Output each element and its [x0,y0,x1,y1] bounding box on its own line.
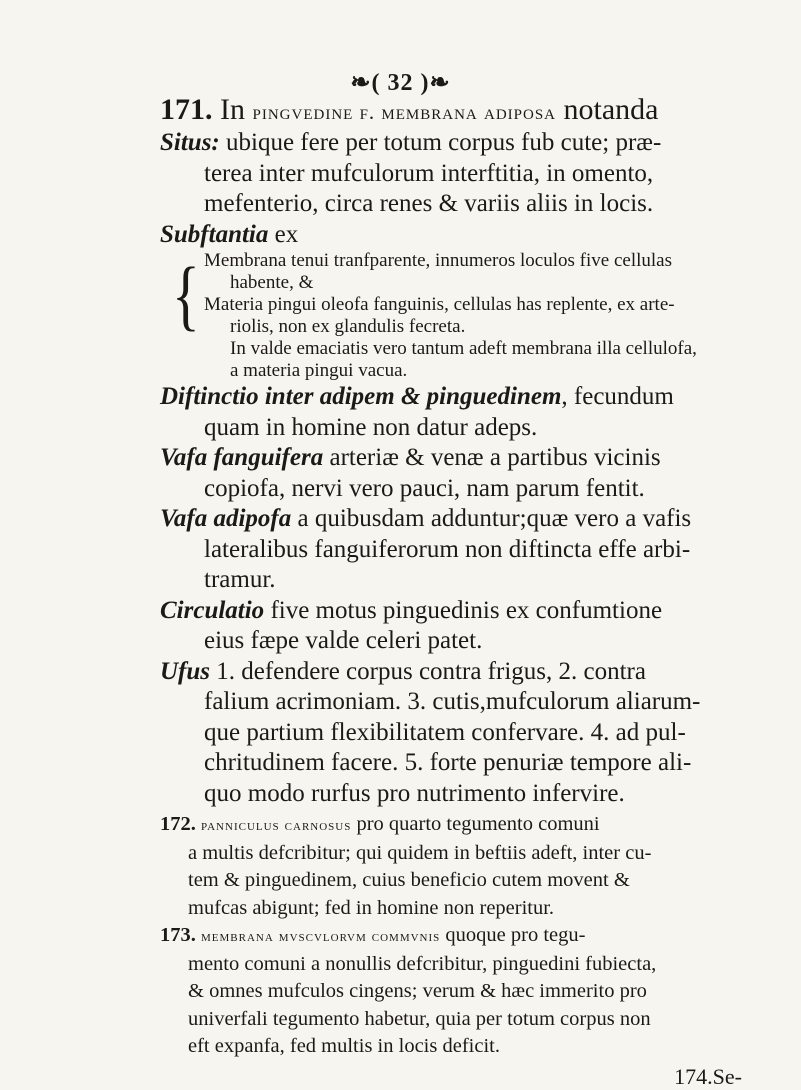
paragraph-172-line-2: a multis defcribitur; qui quidem in beftiis adeft, inter cu- [160,840,770,868]
curly-brace-icon: { [172,256,200,334]
situs-line-3: mefenterio, circa renes & variis aliis in locis. [160,189,770,220]
vasa-sanguifera-line-1: Vafa fanguifera arteriæ & venæ a partibus vicinis [160,443,770,474]
paragraph-172-line-4: mufcas abigunt; fed in homine non reperitur. [160,895,770,923]
usus-line-5: quo modo rurfus pro nutrimento infervire. [160,779,770,810]
paragraph-173-line-3: & omnes mufculos cingens; verum & hæc immerito pro [160,978,770,1006]
vasa-adiposa-line-2: lateralibus fanguiferorum non diftincta effe arbi- [160,535,770,566]
paragraph-173-line-1: 173. membrana mvscvlorvm commvnis quoque pro tegu- [160,922,770,951]
substantia-item-2: Materia pingui oleofa fanguinis, cellulas has replente, ex arte- [160,294,770,316]
ornament-right-icon: )❧ [421,70,451,96]
usus-line-2: falium acrimoniam. 3. cutis,mufculorum aliarum- [160,687,770,718]
circulatio-line-1: Circulatio five motus pinguedinis ex confumtione [160,596,770,627]
page-number: 32 [388,70,414,96]
heading-caps: pingvedine f. membrana adiposa [253,100,557,124]
page-header [0,68,801,97]
paragraph-173-line-2: mento comuni a nonullis defcribitur, pinguedini fubiecta, [160,951,770,979]
vasa-adiposa-label: Vafa adipofa [160,505,291,532]
circulatio-line-2: eius fæpe valde celeri patet. [160,626,770,657]
paragraph-172-caps: panniculus carnosus [201,817,351,834]
vasa-sanguifera-label: Vafa fanguifera [160,444,323,471]
situs-label: Situs: [160,129,220,156]
substantia-item-1-cont: habente, & [160,272,770,294]
situs-line-1: Situs: ubique fere per totum corpus fub cute; præ- [160,128,770,159]
ornament-left-icon: ❧( [350,70,380,96]
substantia-label: Subftantia [160,221,268,248]
usus-line-1: Ufus 1. defendere corpus contra frigus, 2. contra [160,657,770,688]
catchword: 174.Se- [160,1063,770,1090]
situs-line-2: terea inter mufculorum interftitia, in omento, [160,159,770,190]
distinctio-line-1: Diftinctio inter adipem & pinguedinem, fecundum [160,382,770,413]
paragraph-172-line-3: tem & pinguedinem, cuius beneficio cutem movent & [160,867,770,895]
usus-label: Ufus [160,658,210,685]
paragraph-173-line-5: eft expanfa, fed multis in locis deficit. [160,1033,770,1061]
distinctio-label: Diftinctio inter adipem & pinguedinem [160,383,561,410]
vasa-sanguifera-line-2: copiofa, nervi vero pauci, nam parum fentit. [160,474,770,505]
paragraph-number: 171. [160,93,213,126]
usus-line-4: chritudinem facere. 5. forte penuriæ tempore ali- [160,748,770,779]
substantia-line: Subftantia ex [160,220,770,251]
substantia-note-1: In valde emaciatis vero tantum adeft membrana illa cellulofa, [160,338,770,360]
substantia-item-2-cont: riolis, non ex glandulis fecreta. [160,316,770,338]
heading-lead: In [220,93,245,126]
vasa-adiposa-line-3: tramur. [160,565,770,596]
heading-tail: notanda [564,93,659,126]
paragraph-173-line-4: univerfali tegumento habetur, quia per totum corpus non [160,1006,770,1034]
substantia-list [160,250,770,338]
paragraph-172-line-1: 172. panniculus carnosus pro quarto tegumento comuni [160,811,770,840]
paragraph-number: 172. [160,813,196,835]
distinctio-line-2: quam in homine non datur adeps. [160,413,770,444]
usus-line-3: que partium flexibilitatem confervare. 4. ad pul- [160,718,770,749]
circulatio-label: Circulatio [160,597,264,624]
paragraph-number: 173. [160,924,196,946]
text-body [160,94,770,1090]
substantia-item-1: Membrana tenui tranfparente, innumeros loculos five cellulas [160,250,770,272]
paragraph-173-caps: membrana mvscvlorvm commvnis [201,928,440,945]
substantia-note-2: a materia pingui vacua. [160,360,770,382]
vasa-adiposa-line-1: Vafa adipofa a quibusdam adduntur;quæ vero a vafis [160,504,770,535]
paragraph-171-heading [160,94,770,128]
